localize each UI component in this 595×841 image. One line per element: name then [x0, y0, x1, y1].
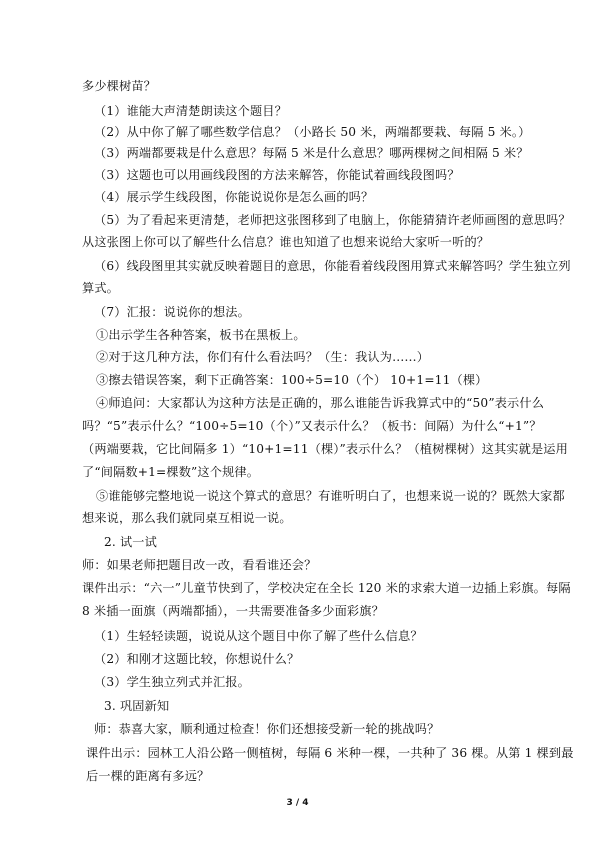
text-line: 想来说，那么我们就同桌互相说一说。 — [82, 511, 292, 525]
text-line: （3）学生独立列式并汇报。 — [94, 675, 250, 689]
text-line: （3）两端都要栽是什么意思？每隔 5 米是什么意思？哪两棵树之间相隔 5 米？ — [94, 146, 529, 160]
text-line: 后一棵的距离有多远？ — [86, 769, 210, 783]
text-line: （5）为了看起来更清楚，老师把这张图移到了电脑上，你能猜猜许老师画图的意思吗？ — [94, 213, 571, 227]
text-line: ④师追问：大家都认为这种方法是正确的，那么谁能告诉我算式中的“50”表示什么 — [96, 396, 545, 410]
page-number: 3 / 4 — [286, 798, 309, 808]
text-line: ⑤谁能够完整地说一说这个算式的意思？有谁听明白了，也想来说一说的？既然大家都 — [96, 489, 565, 503]
text-line: ①出示学生各种答案，板书在黑板上。 — [96, 328, 306, 342]
text-line: 师：恭喜大家，顺利通过检查！你们还想接受新一轮的挑战吗？ — [94, 722, 440, 736]
text-line: （1）生轻轻读题，说说从这个题目中你了解了些什么信息？ — [94, 629, 423, 643]
section-heading: 3. 巩固新知 — [104, 699, 170, 713]
text-line: （2）从中你了解了哪些数学信息？（小路长 50 米，两端都要栽、每隔 5 米。） — [94, 125, 531, 139]
text-line: ③擦去错误答案，剩下正确答案：100÷5=10（个） 10+1=11（棵） — [96, 373, 488, 387]
text-line: （4）展示学生线段图，你能说说你是怎么画的吗？ — [94, 190, 374, 204]
text-line: （2）和刚才这题比较，你想说什么？ — [94, 652, 300, 666]
text-line: 从这张图上你可以了解些什么信息？谁也知道了也想来说给大家听一听的？ — [82, 235, 490, 249]
text-line: ②对于这几种方法，你们有什么看法吗？（生：我认为……） — [96, 350, 430, 364]
text-line: （6）线段图里其实就反映着题目的意思，你能看着线段图用算式来解答吗？学生独立列 — [94, 259, 571, 273]
text-line: 算式。 — [82, 281, 120, 295]
text-line: 师：如果老师把题目改一改，看看谁还会？ — [82, 558, 317, 572]
text-line: 课件出示：“六一”儿童节快到了，学校决定在全长 120 米的求索大道一边插上彩旗。每隔 — [82, 581, 571, 595]
text-line: 了“间隔数+1=棵数”这个规律。 — [82, 465, 260, 479]
text-line: （3）这题也可以用画线段图的方法来解答，你能试着画线段图吗？ — [94, 168, 460, 182]
text-line: （1）谁能大声清楚朗读这个题目？ — [94, 104, 287, 118]
text-line: 课件出示：园林工人沿公路一侧植树，每隔 6 米种一棵，一共种了 36 棵。从第 1 棵到最 — [86, 746, 574, 760]
text-line: （两端要栽，它比间隔多 1）“10+1=11（棵）”表示什么？（植树棵树）这其实就是运用 — [82, 442, 568, 456]
section-heading: 2. 试一试 — [104, 535, 157, 549]
text-line: 多少棵树苗？ — [82, 79, 157, 93]
text-line: 8 米插一面旗（两端都插），一共需要准备多少面彩旗？ — [82, 604, 384, 618]
text-line: （7）汇报：说说你的想法。 — [94, 305, 250, 319]
text-line: 吗？“5”表示什么？“100÷5=10（个）”又表示什么？（板书：间隔）为什么“+1”？ — [82, 419, 542, 433]
